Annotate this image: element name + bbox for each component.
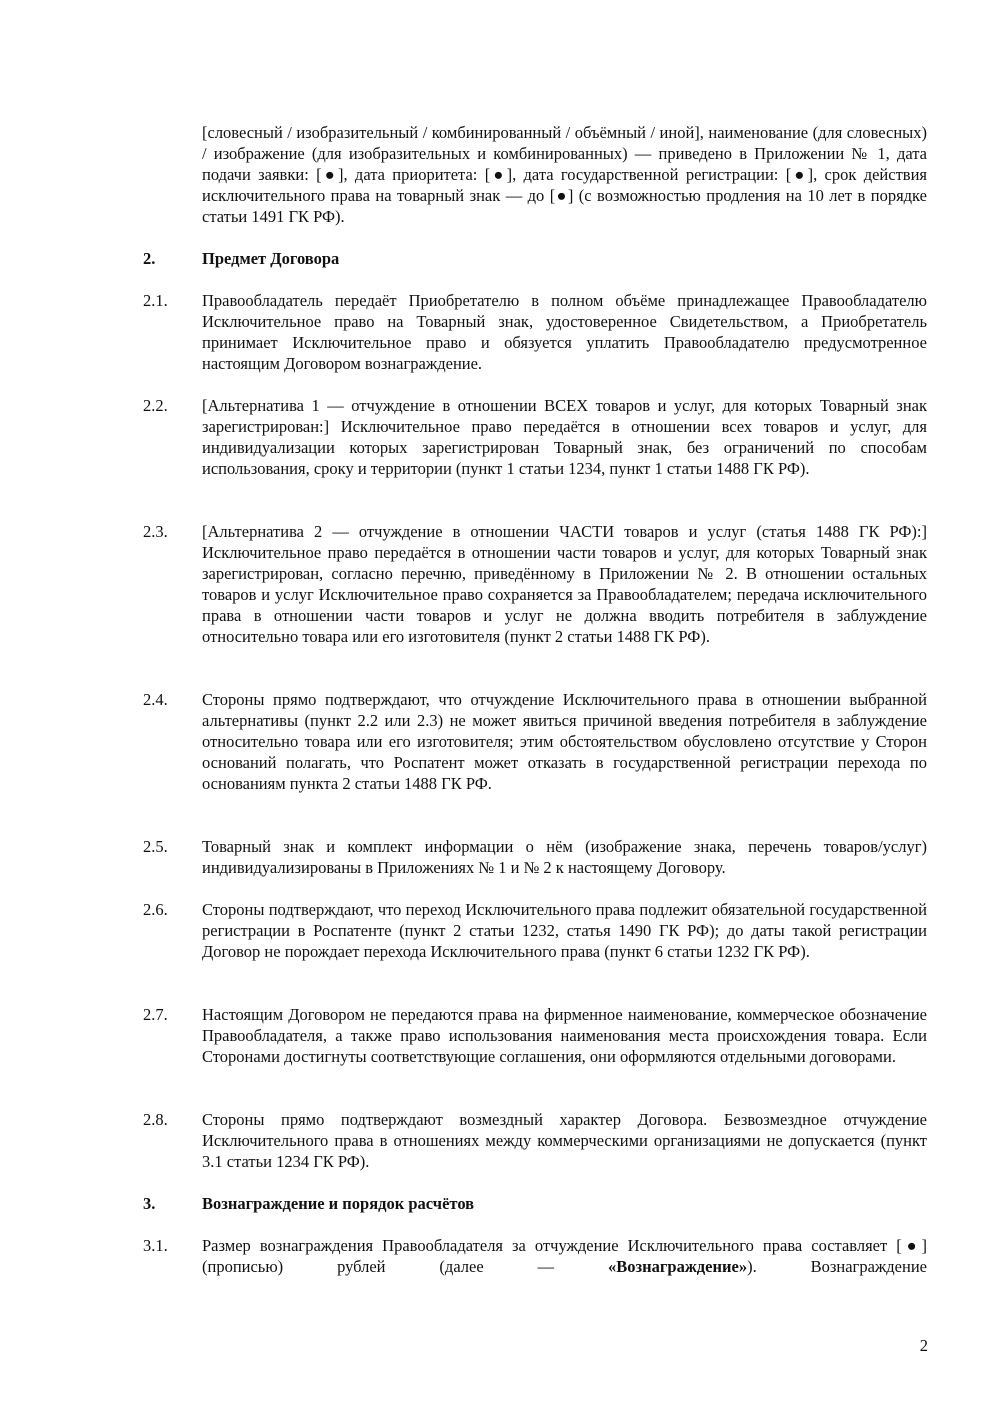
clause-2-8-text: Стороны прямо подтверждают возмездный характер Договора. Безвозмездное отчуждение Исключительного права в отношениях между коммерческими организациями не допускается (пункт 3.1 статьи 1234 ГК РФ). [202,1110,927,1171]
clause-3-1-defined-term: «Вознаграждение» [608,1257,748,1276]
clause-2-8-number: 2.8. [143,1110,168,1129]
clause-2-7-text: Настоящим Договором не передаются права на фирменное наименование, коммерческое обозначение Правообладателя, а также право использования наименования места происхождения товара. Если Сторонами достигнуты соответствующие соглашения, они оформляются отдельными договорами. [202,1005,927,1066]
clause-2-3-text: [Альтернатива 2 — отчуждение в отношении ЧАСТИ товаров и услуг (статья 1488 ГК РФ):] Исключительное право передаётся в отношении части товаров и услуг, для которых Товарный знак зарегистрирован, согласно перечню, приведённому в Приложении № 2. В отношении остальных товаров и услуг Исключительное право сохраняется за Правообладателем; передача исключительного права в отношении части товаров и услуг не должна вводить потребителя в заблуждение относительно товара или его изготовителя (пункт 2 статьи 1488 ГК РФ). [202,522,927,646]
clause-3-1-text-before: Размер вознаграждения Правообладателя за отчуждение Исключительного права составляет [●] (прописью) рублей (далее — [202,1236,927,1276]
clause-2-4-number: 2.4. [143,690,168,709]
clause-2-6-text: Стороны подтверждают, что переход Исключительного права подлежит обязательной государственной регистрации в Роспатенте (пункт 2 статьи 1232, статья 1490 ГК РФ); до даты такой регистрации Договор не порождает перехода Исключительного права (пункт 6 статьи 1232 ГК РФ). [202,900,927,961]
clause-2-5-text: Товарный знак и комплект информации о нём (изображение знака, перечень товаров/услуг) индивидуализированы в Приложениях № 1 и № 2 к настоящему Договору. [202,837,927,877]
clause-3-1-text-after: ). Вознаграждение [747,1257,927,1276]
clause-2-1-text: Правообладатель передаёт Приобретателю в полном объёме принадлежащее Правообладателю Исключительное право на Товарный знак, удостоверенное Свидетельством, а Приобретатель принимает Исключительное право и обязуется уплатить Правообладателю предусмотренное настоящим Договором вознаграждение. [202,291,927,373]
section-2-title: Предмет Договора [202,249,340,268]
section-3-number: 3. [143,1194,156,1213]
section-3-title: Вознаграждение и порядок расчётов [202,1194,475,1213]
intro-paragraph: [словесный / изобразительный / комбинированный / объёмный / иной], наименование (для словесных) / изображение (для изобразительных и комбинированных) — приведено в Приложении № 1, дата подачи заявки: [●], дата приоритета: [●], дата государственной регистрации: [●], срок действия исключительного права на товарный знак — до [●] (с возможностью продления на 10 лет в порядке статьи 1491 ГК РФ). [202,123,927,226]
clause-2-1-number: 2.1. [143,291,168,310]
clause-2-6-number: 2.6. [143,900,168,919]
clause-2-2-text: [Альтернатива 1 — отчуждение в отношении ВСЕХ товаров и услуг, для которых Товарный знак зарегистрирован:] Исключительное право передаётся в отношении всех товаров и услуг, для индивидуализации которых зарегистрирован Товарный знак, без ограничений по способам использования, сроку и территории (пункт 1 статьи 1234, пункт 1 статьи 1488 ГК РФ). [202,396,927,478]
clause-2-4-text: Стороны прямо подтверждают, что отчуждение Исключительного права в отношении выбранной альтернативы (пункт 2.2 или 2.3) не может явиться причиной введения потребителя в заблуждение относительно товара или его изготовителя; этим обстоятельством обусловлено отсутствие у Сторон оснований полагать, что Роспатент может отказать в государственной регистрации перехода по основаниям пункта 2 статьи 1488 ГК РФ. [202,690,927,793]
page-number: 2 [919,1336,928,1355]
clause-2-3-number: 2.3. [143,522,168,541]
clause-2-7-number: 2.7. [143,1005,168,1024]
clause-3-1-number: 3.1. [143,1236,168,1255]
clause-2-2-number: 2.2. [143,396,168,415]
section-2-number: 2. [143,249,156,268]
clause-2-5-number: 2.5. [143,837,168,856]
clause-3-1-text [202,1235,927,1277]
